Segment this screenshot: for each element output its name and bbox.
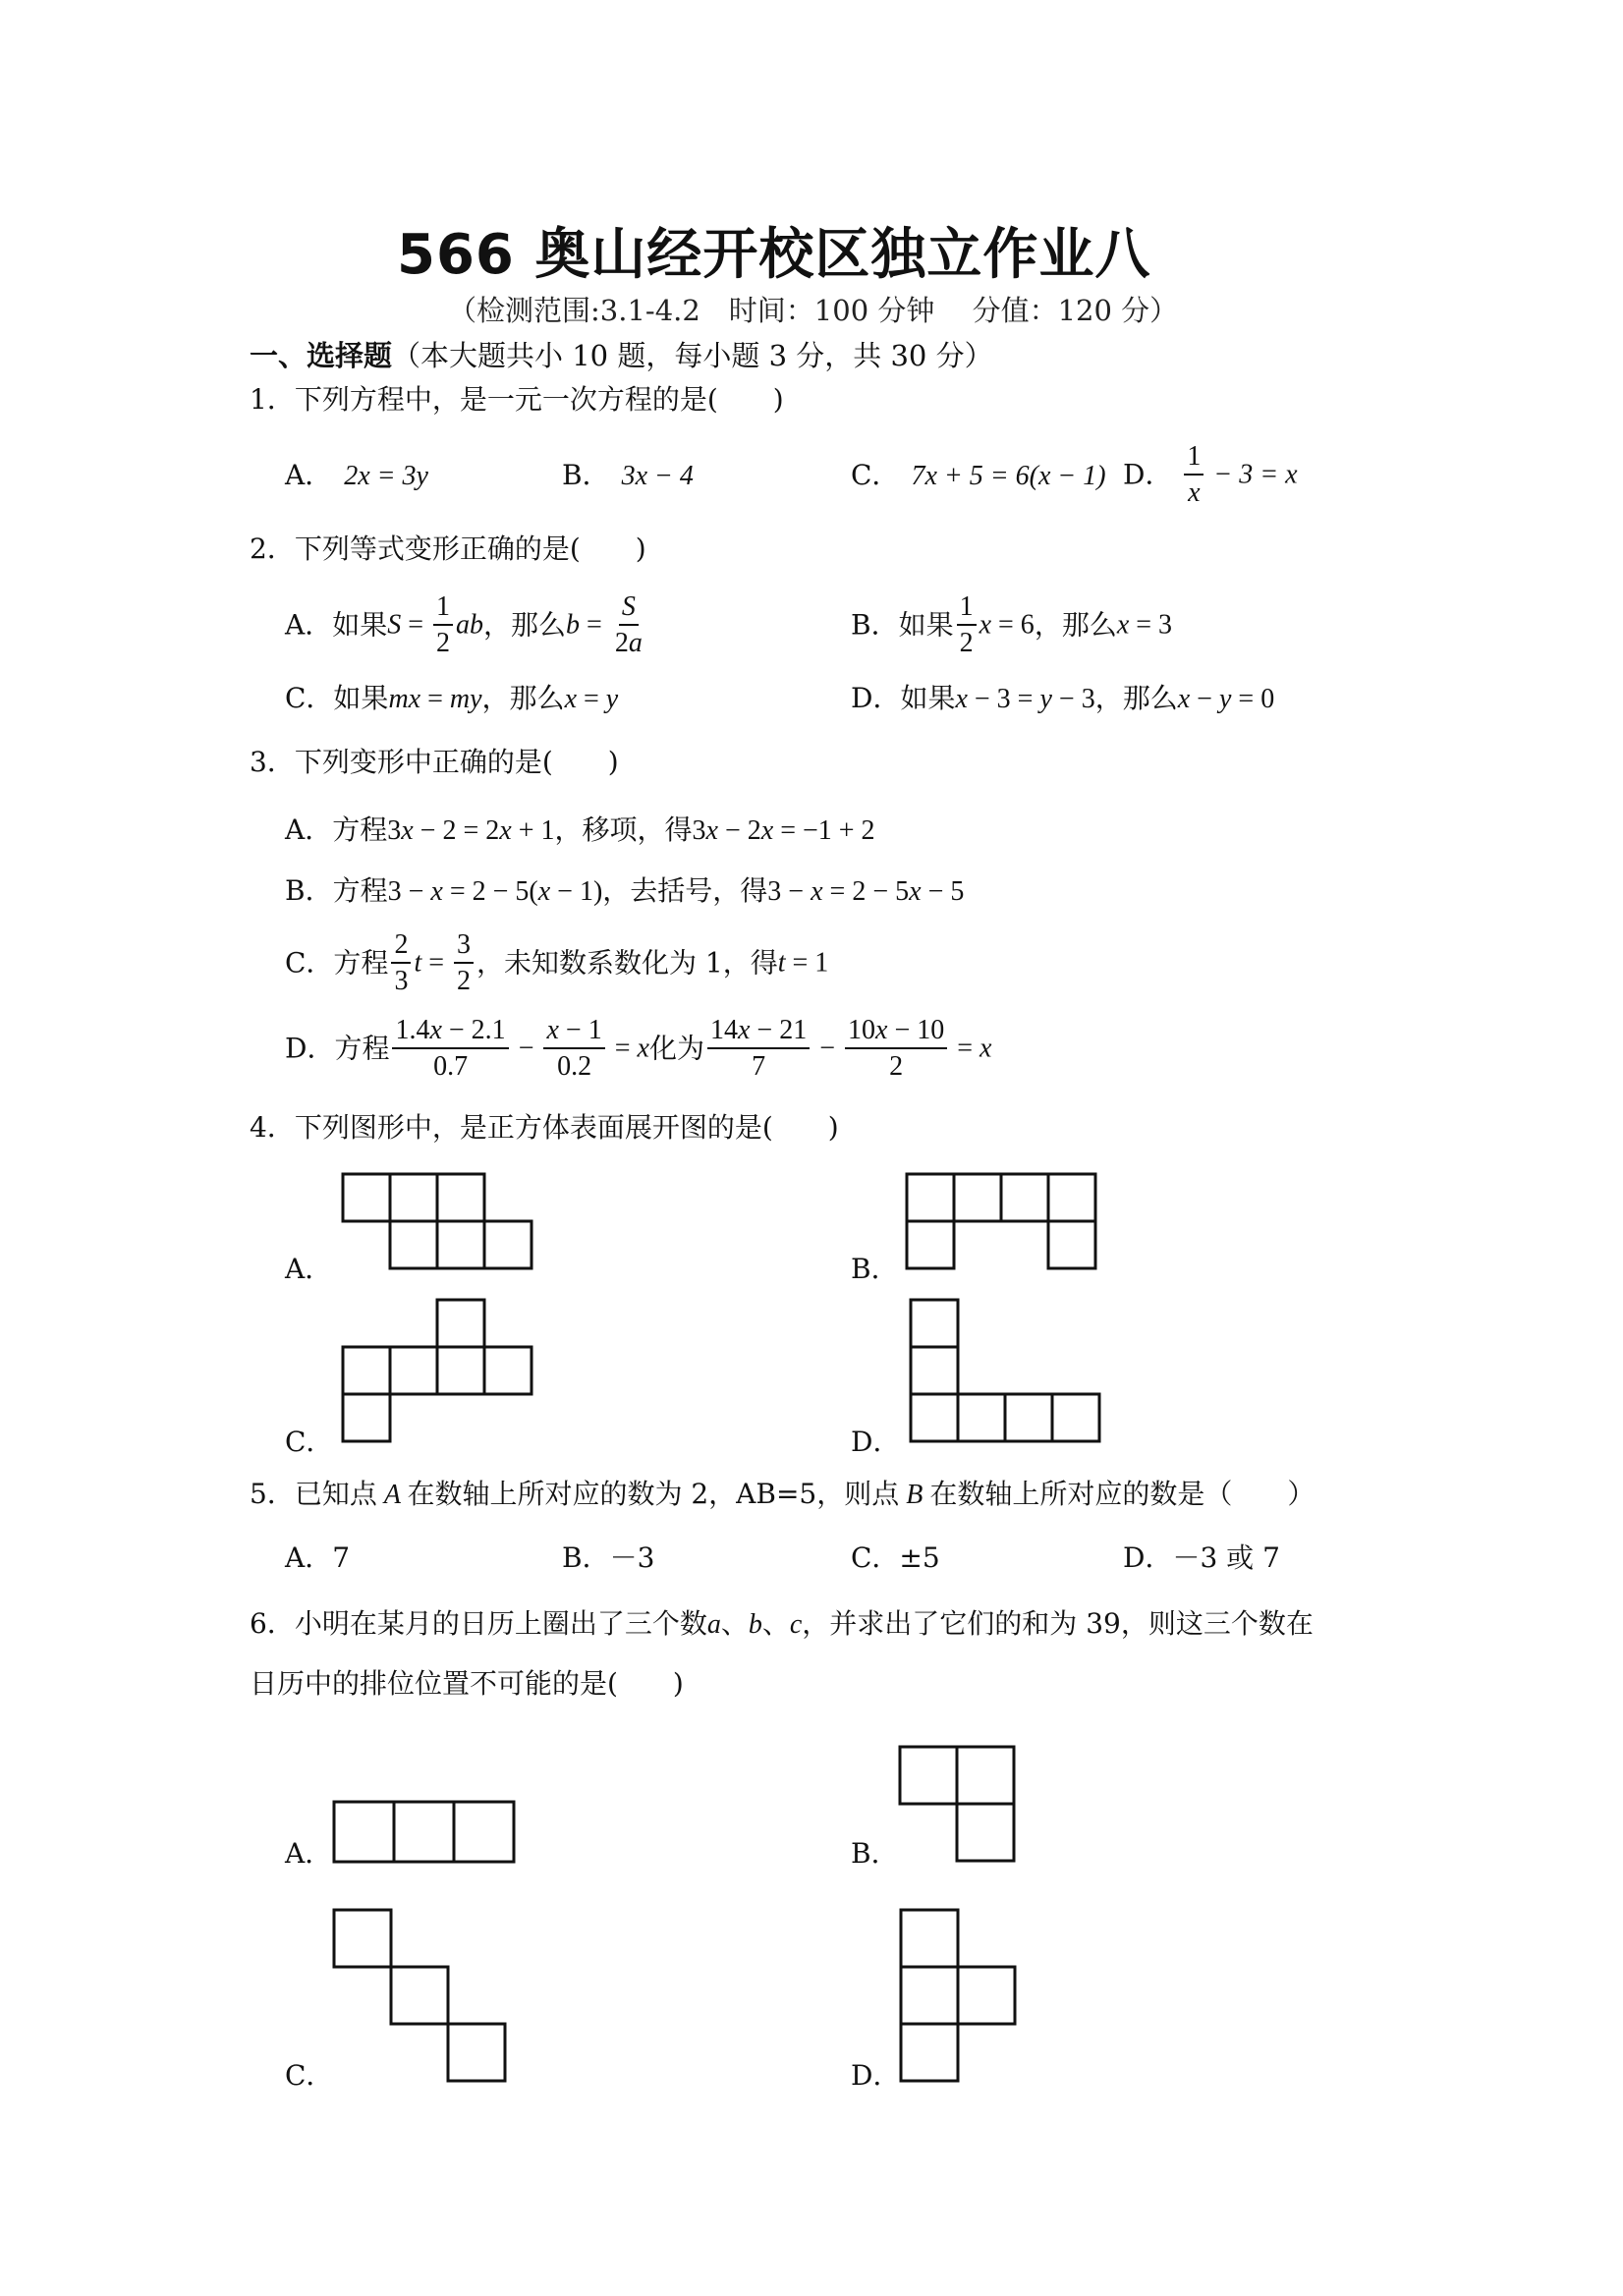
q4-option-c-label: C． bbox=[285, 1426, 334, 1458]
q5-stem: 5．已知点 A 在数轴上所对应的数为 2，AB=5，则点 B 在数轴上所对应的数是（ ） bbox=[250, 1478, 1315, 1510]
q6-option-b-figure bbox=[896, 1743, 1034, 1871]
q1-d-fraction: $\frac{1}{x}$ bbox=[1184, 442, 1203, 508]
q4-option-d-net bbox=[902, 1295, 1108, 1452]
q4-option-a-label: A． bbox=[285, 1253, 333, 1285]
q6-option-c-figure bbox=[330, 1906, 517, 2093]
q2-option-c: C．如果mx = my，那么x = y bbox=[285, 682, 619, 714]
q4-option-b-net bbox=[902, 1169, 1108, 1277]
q6-option-d-label: D． bbox=[851, 2059, 901, 2092]
q3-stem: 3．下列变形中正确的是( ) bbox=[250, 746, 619, 778]
q3-option-d: D．方程 $\frac{1.4x - 2.1}{0.7}$ − $\frac{x - 1}{0.2}$ = x化为 $\frac{14x - 21}{7}$ − $\frac{10x - 10}{2}$ = x bbox=[285, 1015, 992, 1083]
q6-stem-line1: 6．小明在某月的日历上圈出了三个数a、b、c，并求出了它们的和为 39，则这三个数在 bbox=[250, 1607, 1314, 1640]
page-title: 566 奥山经开校区独立作业八 bbox=[397, 223, 1151, 287]
q3-option-c: C．方程 $\frac{2}{3}$ t = $\frac{3}{2}$ ，未知数系数化为 1，得t = 1 bbox=[285, 929, 829, 997]
q6-option-d-figure bbox=[896, 1906, 1034, 2093]
q6-option-a-figure bbox=[330, 1798, 527, 1867]
q1-option-a: A． 2x = 3y bbox=[285, 459, 428, 491]
q3-option-b: B．方程3 − x = 2 − 5(x − 1)，去括号，得3 − x = 2 − 5x − 5 bbox=[285, 874, 965, 907]
section-label: 一、选择题 bbox=[250, 339, 393, 372]
q2-stem: 2．下列等式变形正确的是( ) bbox=[250, 532, 646, 565]
page-subtitle: （检测范围:3.1-4.2 时间：100 分钟 分值：120 分） bbox=[448, 294, 1179, 327]
q5-option-a: A．7 bbox=[285, 1541, 351, 1574]
q5-option-d: D．－3 或 7 bbox=[1123, 1541, 1280, 1574]
section-note: （本大题共小 10 题，每小题 3 分，共 30 分） bbox=[392, 339, 993, 372]
q1-stem: 1．下列方程中，是一元一次方程的是( ) bbox=[250, 383, 784, 416]
q5-option-c: C．±5 bbox=[851, 1541, 940, 1574]
q4-stem: 4．下列图形中，是正方体表面展开图的是( ) bbox=[250, 1111, 839, 1144]
q1-option-d: D． $\frac{1}{x}$ − 3 = x bbox=[1123, 441, 1298, 509]
q2-option-b: B．如果 $\frac{1}{2}$ x = 6，那么x = 3 bbox=[851, 591, 1173, 659]
q4-option-a-net bbox=[334, 1169, 540, 1277]
q2-option-d: D．如果x − 3 = y − 3，那么x − y = 0 bbox=[851, 682, 1275, 714]
q6-stem-line2: 日历中的排位位置不可能的是( ) bbox=[250, 1667, 684, 1700]
q4-option-b-label: B． bbox=[851, 1253, 899, 1285]
q6-option-a-label: A． bbox=[285, 1837, 333, 1870]
q4-option-c-net bbox=[334, 1295, 540, 1452]
q4-option-d-label: D． bbox=[851, 1426, 901, 1458]
q5-option-b: B．－3 bbox=[562, 1541, 655, 1574]
q3-option-a: A．方程3x − 2 = 2x + 1，移项，得3x − 2x = −1 + 2 bbox=[285, 813, 875, 846]
q6-option-b-label: B． bbox=[851, 1837, 899, 1870]
q2-option-a: A．如果S = $\frac{1}{2}$ ab，那么b = $\frac{S}{2a}$ bbox=[285, 591, 643, 659]
section-heading bbox=[250, 334, 993, 374]
q1-option-c: C． 7x + 5 = 6(x − 1) bbox=[851, 459, 1106, 491]
q6-option-c-label: C． bbox=[285, 2059, 334, 2092]
q1-option-b: B． 3x − 4 bbox=[562, 459, 694, 491]
